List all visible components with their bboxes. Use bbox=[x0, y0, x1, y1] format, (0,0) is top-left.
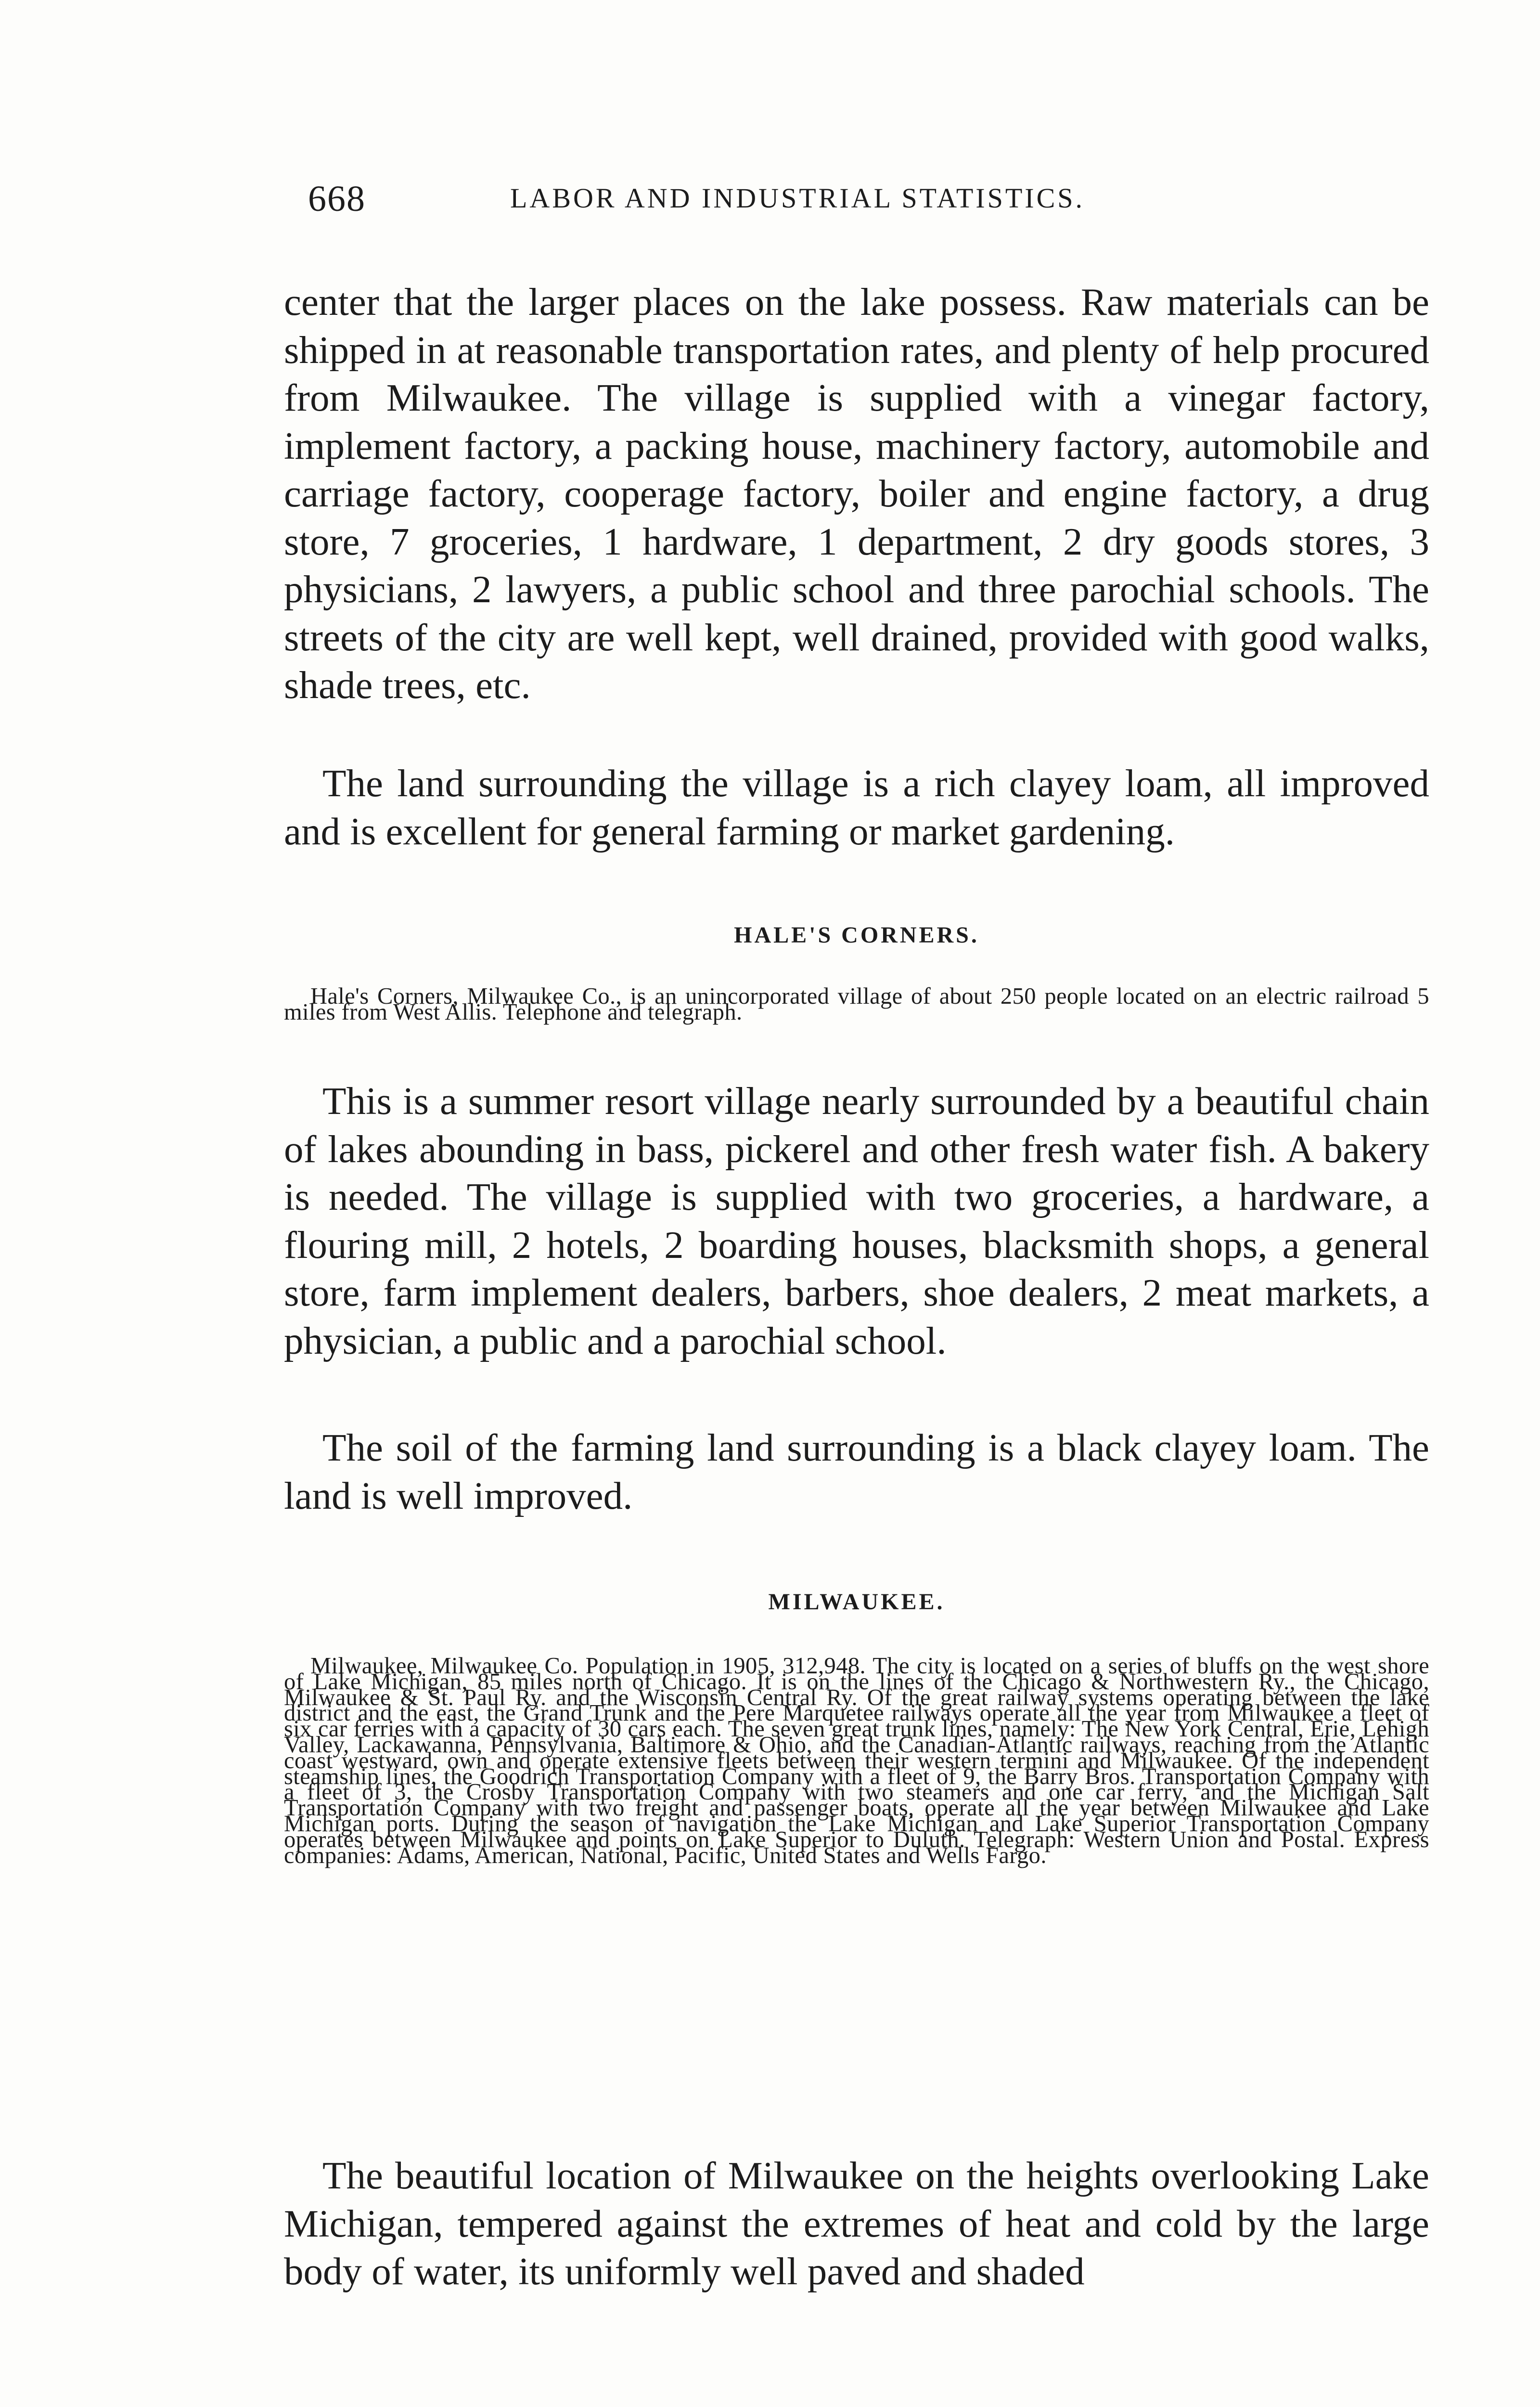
section-heading-hales-corners: HALE'S CORNERS. bbox=[734, 922, 979, 948]
section-heading-milwaukee: MILWAUKEE. bbox=[768, 1589, 945, 1615]
intro-paragraph-continued: center that the larger places on the lake possess. Raw materials can be shipped in at reasonable transportation rates, and plenty of help procured from Milwaukee. The village is supplied with a vinegar factory, implement factory, a packing house, machinery factory, automobile and carriage factory, cooperage factory, boiler and engine factory, a drug store, 7 groceries, 1 hardware, 1 department, 2 dry goods stores, 3 physicians, 2 lawyers, a public school and three parochial schools. The streets of the city are well kept, well drained, provided with good walks, shade trees, etc. bbox=[284, 280, 1429, 707]
hales-corners-paragraph-1: This is a summer resort village nearly surrounded by a beautiful chain of lakes abounding in bass, pickerel and other fresh water fish. A bakery is needed. The village is supplied with two groceries, a hardware, a flouring mill, 2 hotels, 2 boarding houses, blacksmith shops, a general store, farm implement dealers, barbers, shoe dealers, 2 meat markets, a physician, a public and a parochial school. bbox=[284, 1079, 1429, 1362]
hales-corners-summary: Hale's Corners, Milwaukee Co., is an unincorporated village of about 250 people located on an electric railroad 5 miles from West Allis. Telephone and telegraph. bbox=[284, 984, 1429, 1025]
milwaukee-summary: Milwaukee, Milwaukee Co. Population in 1905, 312,948. The city is located on a series of bluffs on the west shore of Lake Michigan, 85 miles north of Chicago. It is on the lines of the Chicago & Northwestern Ry., the Chicago, Milwaukee & St. Paul Ry. and the Wisconsin Central Ry. Of the great railway systems operating between the lake district and the east, the Grand Trunk and the Pere Marquetee railways operate all the year from Milwaukee a fleet of six car ferries with a capacity of 30 cars each. The seven great trunk lines, namely: The New York Central, Erie, Lehigh Valley, Lackawanna, Pennsylvania, Baltimore & Ohio, and the Canadian-Atlantic railways, reaching from the Atlantic coast westward, own and operate extensive fleets between their western termini and Milwaukee. Of the independent steamship lines, the Goodrich Transportation Company with a fleet of 9, the Barry Bros. Transportation Company with a fleet of 3, the Crosby Transportation Company with two steamers and one car ferry, and the Michigan Salt Transportation Company with two freight and passenger boats, operate all the year between Milwaukee and Lake Michigan ports. During the season of navigation the Lake Michigan and Lake Superior Transportation Company operates between Milwaukee and points on Lake Superior to Duluth. Telegraph: Western Union and Postal. Express companies: Adams, American, National, Pacific, United States and Wells Fargo. bbox=[284, 1653, 1429, 1868]
milwaukee-paragraph-1: The beautiful location of Milwaukee on the heights overlooking Lake Michigan, tempered against the extremes of heat and cold by the large body of water, its uniformly well paved and shaded bbox=[284, 2154, 1429, 2293]
running-head: LABOR AND INDUSTRIAL STATISTICS. bbox=[510, 182, 1085, 214]
page-number: 668 bbox=[308, 179, 366, 219]
hales-corners-paragraph-2: The soil of the farming land surrounding is a black clayey loam. The land is well improved. bbox=[284, 1426, 1429, 1517]
page-header bbox=[284, 178, 1246, 231]
intro-paragraph-land: The land surrounding the village is a rich clayey loam, all improved and is excellent for general farming or market gardening. bbox=[284, 762, 1429, 853]
